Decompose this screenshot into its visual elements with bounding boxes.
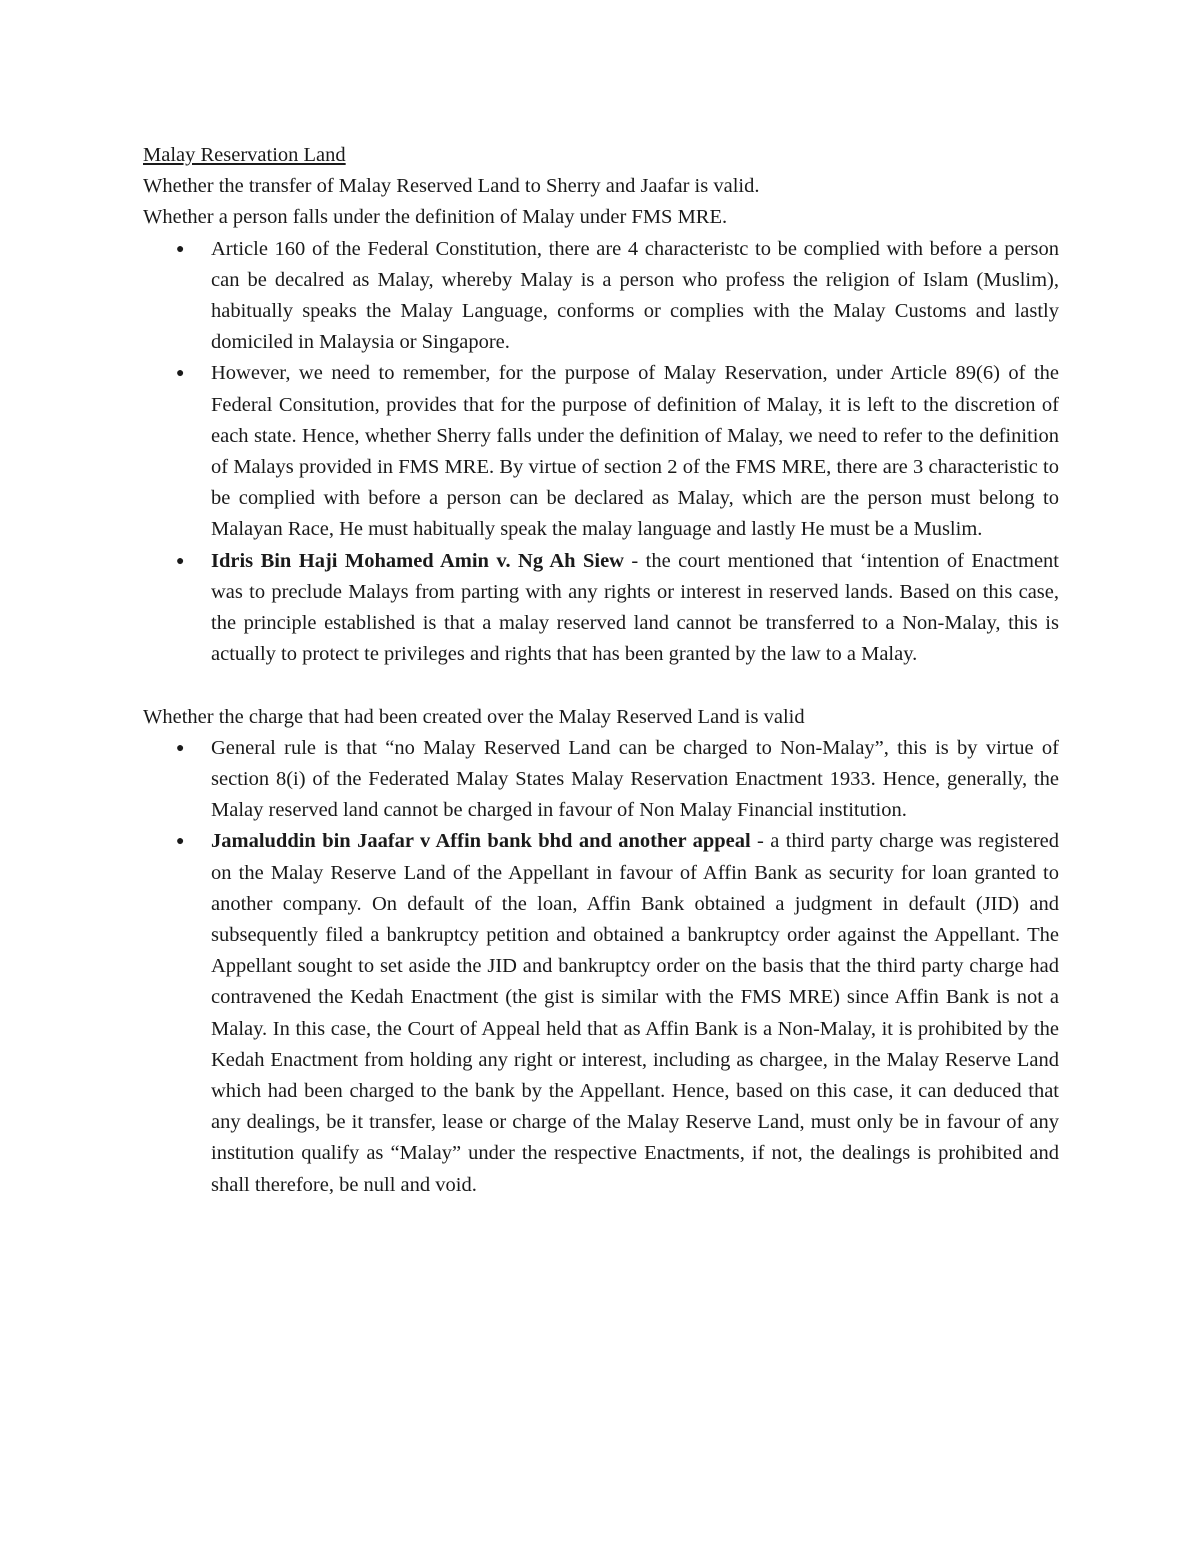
bullet-icon: ● <box>176 366 185 382</box>
bullet-icon: ● <box>176 834 185 850</box>
issue-definition: Whether a person falls under the definition of Malay under FMS MRE. <box>143 206 728 229</box>
list-item <box>176 234 1059 359</box>
case-name: Idris Bin Haji Mohamed Amin v. Ng Ah Siew <box>211 549 624 572</box>
list-item-text: - a third party charge was registered on the Malay Reserve Land of the Appellant in favour of Affin Bank as security for loan granted to another company. On default of the loan, Affin Bank obtained a judgment in default (JID) and subsequently filed a bankruptcy petition and obtained a bankruptcy order against the Appellant. The Appellant sought to set aside the JID and bankruptcy order on the basis that the third party charge had contravened the Kedah Enactment (the gist is similar with the FMS MRE) since Affin Bank is not a Malay. In this case, the Court of Appeal held that as Affin Bank is a Non-Malay, it is prohibited by the Kedah Enactment from holding any right or interest, including as chargee, in the Malay Reserve Land which had been charged to the bank by the Appellant. Hence, based on this case, it can deduced that any dealings, be it transfer, lease or charge of the Malay Reserve Land, must only be in favour of any institution qualify as “Malay” under the respective Enactments, if not, the dealings is prohibited and shall therefore, be null and void. <box>211 830 1060 1196</box>
bullet-icon: ● <box>176 740 185 756</box>
list-item-text: General rule is that “no Malay Reserved Land can be charged to Non-Malay”, this is by virtue of section 8(i) of the Federated Malay States Malay Reservation Enactment 1933. Hence, generally, the Malay reserved land cannot be charged in favour of Non Malay Financial institution. <box>211 736 1059 822</box>
issue-transfer: Whether the transfer of Malay Reserved Land to Sherry and Jaafar is valid. <box>143 175 760 198</box>
list-item <box>176 826 1060 1200</box>
case-name: Jamaluddin bin Jaafar v Affin bank bhd and another appeal <box>211 830 751 853</box>
list-item-text: - the court mentioned that ‘intention of Enactment was to preclude Malays from parting with any rights or interest in reserved lands. Based on this case, the principle established is that a malay reserved land cannot be transferred to a Non-Malay, this is actually to protect te privileges and rights that has been granted by the law to a Malay. <box>211 549 1059 666</box>
list-item <box>176 733 1059 827</box>
list-item <box>176 358 1059 545</box>
issue-charge: Whether the charge that had been created over the Malay Reserved Land is valid <box>143 705 805 728</box>
bullet-icon: ● <box>176 553 185 569</box>
document-title: Malay Reservation Land <box>143 144 346 166</box>
list-item-text: However, we need to remember, for the purpose of Malay Reservation, under Article 89(6) of the Federal Consitution, provides that for the purpose of definition of Malay, it is left to the discretion of each state. Hence, whether Sherry falls under the definition of Malay, we need to refer to the definition of Malays provided in FMS MRE. By virtue of section 2 of the FMS MRE, there are 3 characteristic to be complied with before a person can be declared as Malay, which are the person must belong to Malayan Race, He must habitually speak the malay language and lastly He must be a Muslim. <box>211 362 1059 541</box>
list-item <box>176 546 1059 671</box>
bullet-list-charge <box>143 733 1059 1201</box>
blank-line <box>143 670 1059 701</box>
list-item-text: Article 160 of the Federal Constitution, there are 4 characteristc to be complied with before a person can be decalred as Malay, whereby Malay is a person who profess the religion of Islam (Muslim), habitually speaks the Malay Language, conforms or complies with the Malay Customs and lastly domiciled in Malaysia or Singapore. <box>211 237 1059 354</box>
bullet-list-definition <box>143 234 1059 671</box>
bullet-icon: ● <box>176 241 185 257</box>
document-page <box>143 140 1059 1201</box>
